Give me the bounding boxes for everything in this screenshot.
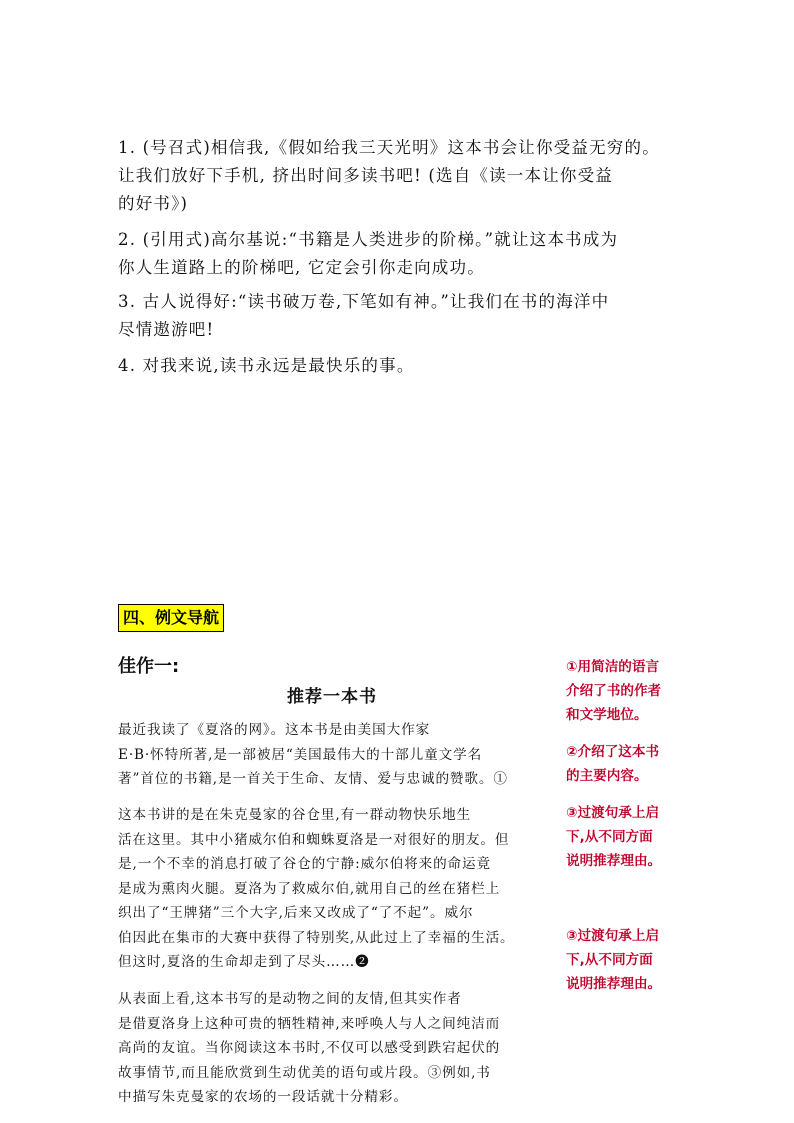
paragraph-line: 让我们放好下手机, 挤出时间多读书吧! (选自《读一本让你受益 bbox=[118, 166, 614, 185]
essay-line: 织出了“王牌猪”三个大字,后来又改成了“了不起”。威尔 bbox=[118, 905, 474, 921]
essay-paragraph-2 bbox=[118, 803, 558, 975]
example-label: 佳作一: bbox=[118, 656, 180, 677]
essay-paragraph-3 bbox=[118, 987, 558, 1110]
paragraph-line: 2. (引用式)高尔基说:“书籍是人类进步的阶梯。”就让这本书成为 bbox=[118, 230, 619, 249]
margin-note-3 bbox=[566, 801, 706, 873]
paragraph-2 bbox=[118, 226, 688, 282]
note-line: ③过渡句承上启 bbox=[566, 928, 660, 944]
note-line: 下,从不同方面 bbox=[566, 952, 653, 968]
essay-line: 这本书讲的是在朱克曼家的谷仓里,有一群动物快乐地生 bbox=[118, 807, 472, 823]
essay-line: 但这时,夏洛的生命却走到了尽头……❷ bbox=[118, 954, 370, 970]
section-heading: 四、例文导航 bbox=[118, 604, 224, 632]
paragraph-line: 尽情遨游吧! bbox=[118, 320, 215, 339]
essay-line: E·B·怀特所著,是一部被居“美国最伟大的十部儿童文学名 bbox=[118, 746, 483, 763]
note-line: 说明推荐理由。 bbox=[566, 976, 662, 992]
note-line: 说明推荐理由。 bbox=[566, 853, 662, 869]
essay-line: 故事情节,而且能欣赏到生动优美的语句或片段。③例如,书 bbox=[118, 1064, 491, 1081]
paragraph-line: 的好书》) bbox=[118, 194, 189, 213]
essay-line: 伯因此在集市的大赛中获得了特别奖,从此过上了幸福的生活。 bbox=[118, 929, 515, 946]
note-line: 和文学地位。 bbox=[566, 707, 648, 723]
essay-line: 活在这里。其中小猪威尔伯和蜘蛛夏洛是一对很好的朋友。但 bbox=[118, 831, 510, 848]
margin-note-2 bbox=[566, 740, 706, 788]
note-line: ③过渡句承上启 bbox=[566, 805, 660, 821]
paragraph-3 bbox=[118, 288, 688, 344]
paragraph-line: 4. 对我来说,读书永远是最快乐的事。 bbox=[118, 356, 415, 375]
essay-line: 最近我读了《夏洛的网》。这本书是由美国大作家 bbox=[118, 722, 431, 738]
essay-title: 推荐一本书 bbox=[287, 687, 377, 707]
note-line: 的主要内容。 bbox=[566, 768, 648, 784]
paragraph-1 bbox=[118, 134, 688, 218]
note-line: 下,从不同方面 bbox=[566, 829, 653, 845]
essay-line: 高尚的友谊。当你阅读这本书时,不仅可以感受到跌宕起伏的 bbox=[118, 1040, 501, 1056]
paragraph-line: 3. 古人说得好:“读书破万卷,下笔如有神。”让我们在书的海洋中 bbox=[118, 292, 610, 311]
margin-note-1 bbox=[566, 655, 706, 727]
paragraph-line: 1. (号召式)相信我,《假如给我三天光明》这本书会让你受益无穷的。 bbox=[118, 138, 660, 157]
paragraph-line: 你人生道路上的阶梯吧, 它定会引你走向成功。 bbox=[118, 258, 485, 277]
note-line: ①用简洁的语言 bbox=[566, 659, 660, 675]
note-line: 介绍了书的作者 bbox=[566, 683, 662, 699]
note-line: ②介绍了这本书 bbox=[566, 744, 660, 760]
essay-paragraph-1 bbox=[118, 718, 558, 792]
essay-line: 著”首位的书籍,是一首关于生命、友情、爱与忠诚的赞歌。① bbox=[118, 771, 508, 787]
essay-line: 是借夏洛身上这种可贵的牺牲精神,来呼唤人与人之间纯洁而 bbox=[118, 1015, 501, 1032]
essay-line: 中描写朱克曼家的农场的一段话就十分精彩。 bbox=[118, 1089, 408, 1105]
margin-note-4 bbox=[566, 924, 706, 996]
essay-line: 从表面上看,这本书写的是动物之间的友情,但其实作者 bbox=[118, 991, 462, 1007]
paragraph-4 bbox=[118, 352, 688, 380]
essay-line: 是,一个不幸的消息打破了谷仓的宁静:威尔伯将来的命运竟 bbox=[118, 856, 492, 872]
essay-line: 是成为熏肉火腿。夏洛为了救威尔伯,就用自己的丝在猪栏上 bbox=[118, 880, 501, 897]
